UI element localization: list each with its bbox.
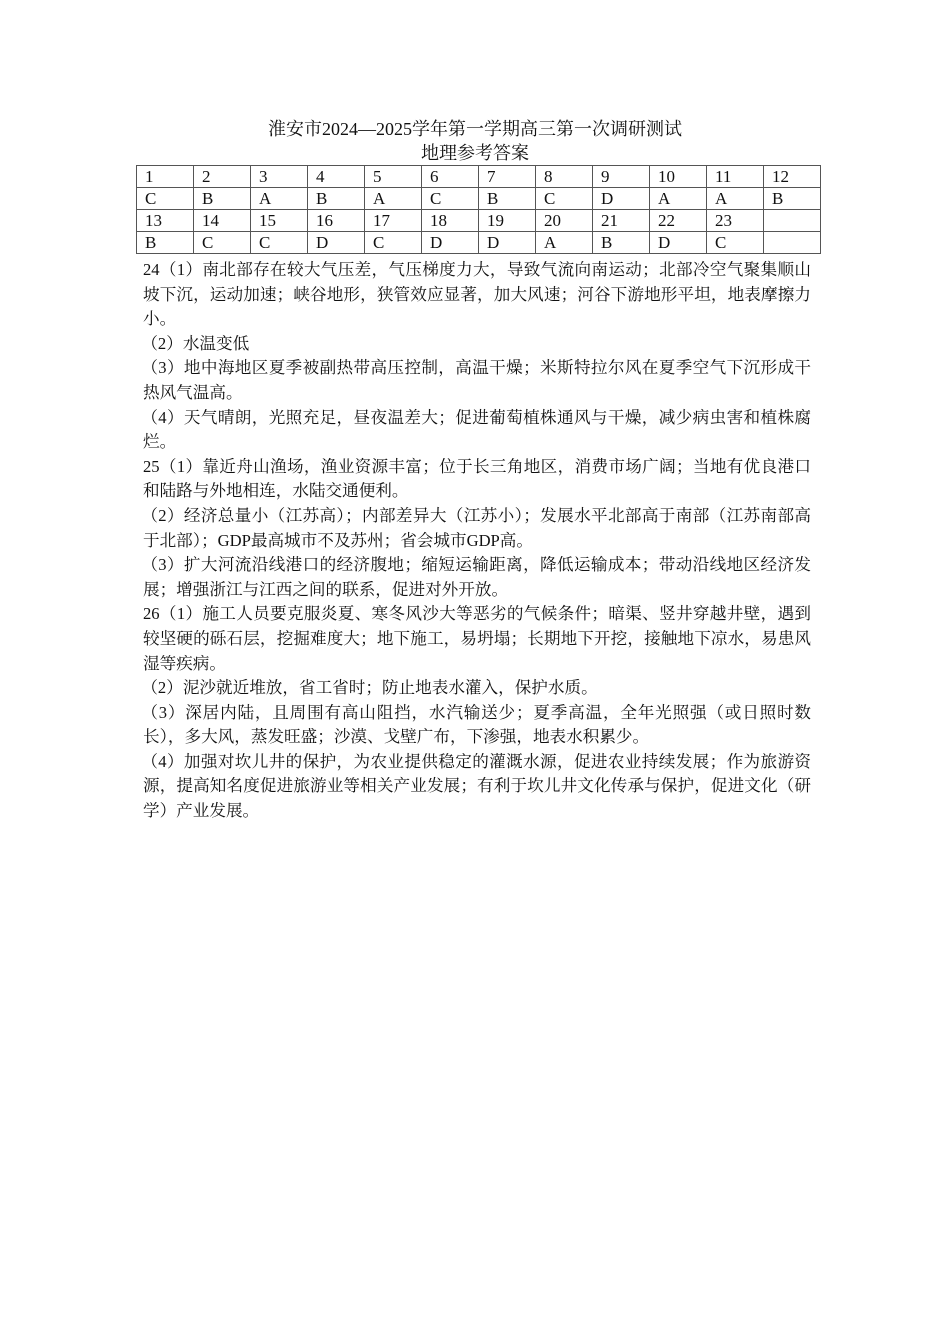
question-number-cell: 5 [365, 166, 422, 188]
question-number-cell: 6 [422, 166, 479, 188]
answer-cell: B [308, 188, 365, 210]
question-26-part-3: （3）深居内陆，且周围有高山阻挡，水汽输送少；夏季高温，全年光照强（或日照时数长），多大风，蒸发旺盛；沙漠、戈壁广布，下渗强，地表水积累少。 [141, 702, 811, 747]
answer-cell: C [536, 188, 593, 210]
question-26-part-4: （4）加强对坎儿井的保护，为农业提供稳定的灌溉水源，促进农业持续发展；作为旅游资源，提高知名度促进旅游业等相关产业发展；有利于坎儿井文化传承与保护，促进文化（研学）产业发展。 [141, 751, 811, 821]
question-number-cell: 16 [308, 210, 365, 232]
answer-cell: D [308, 232, 365, 254]
answer-cell: D [593, 188, 650, 210]
question-number-cell: 12 [764, 166, 821, 188]
answer-cell: B [479, 188, 536, 210]
question-number-row [137, 166, 821, 188]
question-number-cell: 17 [365, 210, 422, 232]
answer-cell: B [764, 188, 821, 210]
question-number-cell: 21 [593, 210, 650, 232]
answer-cell [764, 232, 821, 254]
question-number-cell: 8 [536, 166, 593, 188]
question-24-part-3: （3）地中海地区夏季被副热带高压控制，高温干燥；米斯特拉尔风在夏季空气下沉形成干热风气温高。 [141, 358, 811, 402]
question-number-cell: 23 [707, 210, 764, 232]
answer-cell: C [422, 188, 479, 210]
question-24-part-1: 24（1）南北部存在较大气压差，气压梯度力大，导致气流向南运动；北部冷空气聚集顺山坡下沉，运动加速；峡谷地形，狭管效应显著，加大风速；河谷下游地形平坦，地表摩擦力小。 [143, 260, 811, 329]
document-title: 淮安市2024—2025学年第一学期高三第一次调研测试 [268, 119, 682, 139]
answer-body [143, 258, 811, 824]
question-number-cell: 1 [137, 166, 194, 188]
answer-cell: A [365, 188, 422, 210]
answer-cell: B [593, 232, 650, 254]
question-25-part-3: （3）扩大河流沿线港口的经济腹地；缩短运输距离，降低运输成本；带动沿线地区经济发展；增强浙江与江西之间的联系，促进对外开放。 [141, 555, 811, 599]
answer-table [136, 165, 821, 254]
answer-cell: D [650, 232, 707, 254]
answer-cell: A [650, 188, 707, 210]
question-number-cell: 18 [422, 210, 479, 232]
answer-cell: B [137, 232, 194, 254]
question-number-cell: 22 [650, 210, 707, 232]
question-24-part-4: （4）天气晴朗，光照充足，昼夜温差大；促进葡萄植株通风与干燥，减少病虫害和植株腐烂。 [141, 407, 811, 452]
question-number-cell [764, 210, 821, 232]
question-number-cell: 9 [593, 166, 650, 188]
question-number-cell: 20 [536, 210, 593, 232]
question-26-part-1: 26（1）施工人员要克服炎夏、寒冬风沙大等恶劣的气候条件；暗渠、竖井穿越井壁，遇到较坚硬的砾石层，挖掘难度大；地下施工，易坍塌；长期地下开挖，接触地下凉水，易患风湿等疾病。 [143, 604, 811, 673]
document-subtitle: 地理参考答案 [421, 143, 529, 163]
question-25-part-2: （2）经济总量小（江苏高）；内部差异大（江苏小）；发展水平北部高于南部（江苏南部高于北部）；GDP最高城市不及苏州；省会城市GDP高。 [141, 505, 811, 550]
answer-cell: C [137, 188, 194, 210]
question-number-cell: 19 [479, 210, 536, 232]
answer-cell: A [707, 188, 764, 210]
answer-cell: D [422, 232, 479, 254]
answer-cell: C [251, 232, 308, 254]
question-number-cell: 4 [308, 166, 365, 188]
question-26-part-2: （2）泥沙就近堆放，省工省时；防止地表水灌入，保护水质。 [141, 678, 598, 698]
answer-cell: A [536, 232, 593, 254]
question-number-cell: 14 [194, 210, 251, 232]
answer-row [137, 188, 821, 210]
question-24-part-2: （2）水温变低 [141, 333, 250, 353]
question-number-row [137, 210, 821, 232]
answer-row [137, 232, 821, 254]
question-number-cell: 10 [650, 166, 707, 188]
answer-cell: C [194, 232, 251, 254]
answer-cell: D [479, 232, 536, 254]
question-number-cell: 15 [251, 210, 308, 232]
question-number-cell: 3 [251, 166, 308, 188]
answer-cell: C [707, 232, 764, 254]
question-number-cell: 7 [479, 166, 536, 188]
question-25-part-1: 25（1）靠近舟山渔场，渔业资源丰富；位于长三角地区，消费市场广阔；当地有优良港口和陆路与外地相连，水陆交通便利。 [143, 456, 811, 501]
answer-cell: B [194, 188, 251, 210]
question-number-cell: 11 [707, 166, 764, 188]
question-number-cell: 13 [137, 210, 194, 232]
question-number-cell: 2 [194, 166, 251, 188]
answer-cell: A [251, 188, 308, 210]
answer-cell: C [365, 232, 422, 254]
